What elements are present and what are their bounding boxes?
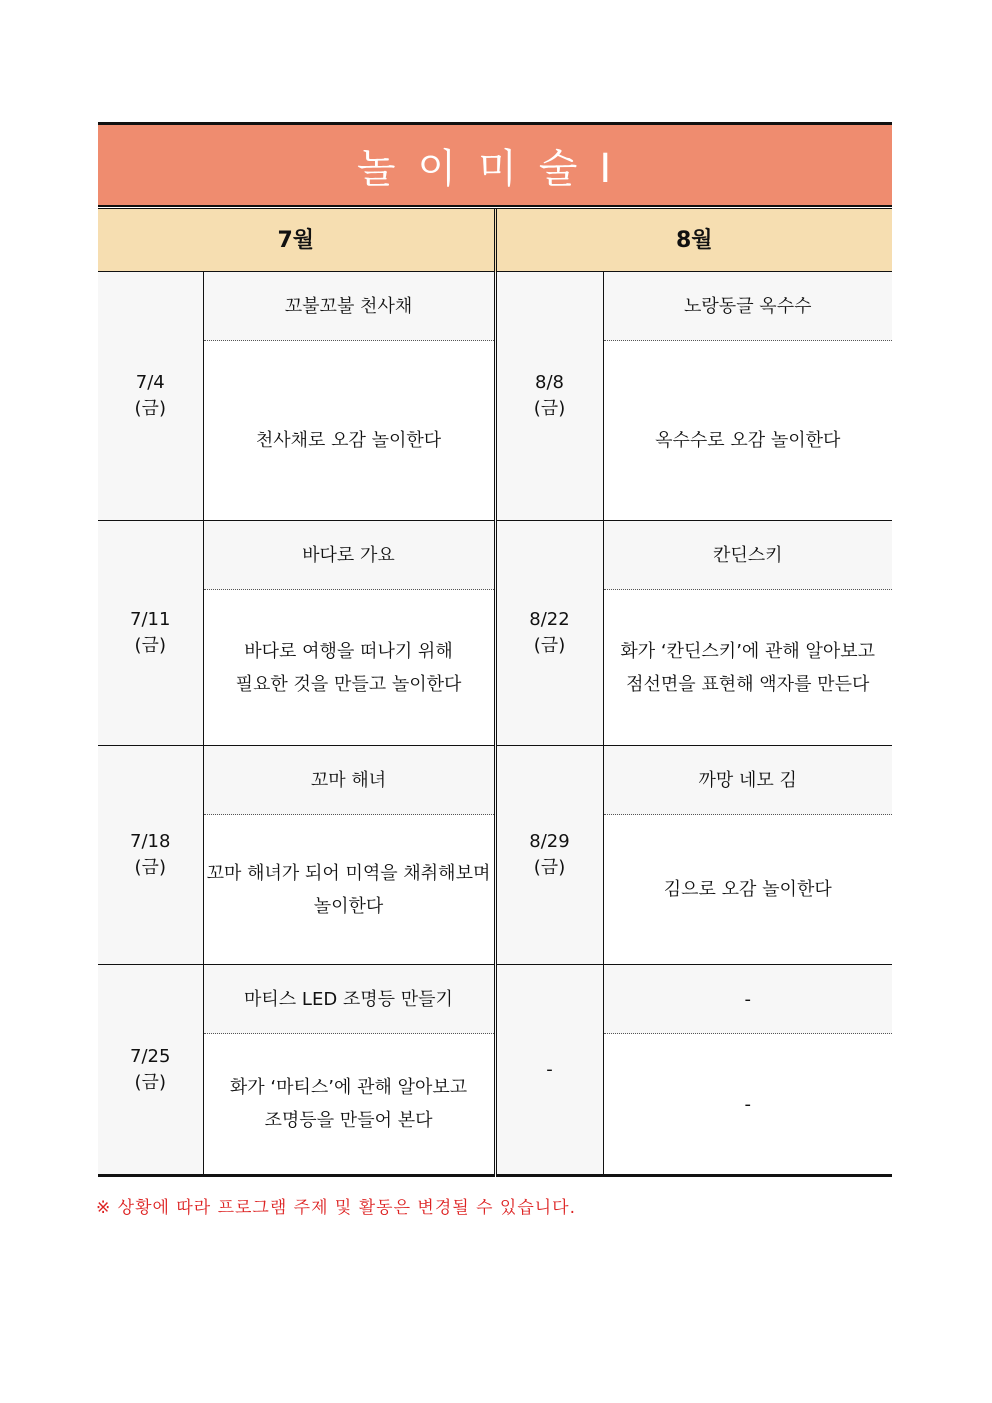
- august-desc-line-1: 김으로 오감 놀이한다: [663, 879, 832, 900]
- july-day: (금): [134, 1071, 166, 1093]
- month-header-july: 7월: [98, 208, 495, 272]
- schedule-row-2-title: [98, 521, 892, 590]
- schedule-row-1-title: [98, 272, 892, 341]
- july-desc-line-1: 바다로 여행을 떠나기 위해: [244, 640, 453, 662]
- august-date-cell: [495, 521, 603, 746]
- august-date-cell: [495, 965, 603, 1176]
- august-day: (금): [533, 635, 566, 656]
- july-desc-line-1: 꼬마 해녀가 되어 미역을 채취해보며: [206, 862, 491, 884]
- august-date: 8/29: [529, 831, 570, 852]
- august-day: (금): [533, 857, 566, 878]
- august-desc-line-2: 점선면을 표현해 액자를 만든다: [626, 673, 870, 695]
- july-desc-line-2: 놀이한다: [313, 895, 384, 917]
- august-desc-line-1: -: [744, 1093, 751, 1115]
- footnote: ※ 상황에 따라 프로그램 주제 및 활동은 변경될 수 있습니다.: [96, 1198, 576, 1218]
- august-activity-title: 칸딘스키: [603, 521, 892, 590]
- july-desc-line-2: 조명등을 만들어 본다: [264, 1110, 433, 1131]
- august-activity-title: 노랑동글 옥수수: [603, 272, 892, 341]
- july-date-cell: [98, 746, 203, 965]
- july-activity-desc: [203, 815, 495, 965]
- july-activity-desc: [203, 341, 495, 521]
- august-day: (금): [533, 398, 566, 419]
- august-activity-desc: [603, 590, 892, 746]
- august-date: -: [546, 1058, 553, 1080]
- august-activity-title: 까망 네모 김: [603, 746, 892, 815]
- july-activity-desc: [203, 1034, 495, 1176]
- month-header-row: [98, 208, 892, 272]
- schedule-sheet: [98, 122, 892, 1177]
- july-desc-line-2: 필요한 것을 만들고 놀이한다: [235, 673, 462, 695]
- schedule-row-4-title: [98, 965, 892, 1034]
- august-date-cell: [495, 746, 603, 965]
- july-activity-title: 마티스 LED 조명등 만들기: [203, 965, 495, 1034]
- title-banner: [98, 122, 892, 206]
- july-date-cell: [98, 965, 203, 1176]
- july-date: 7/18: [130, 831, 171, 852]
- july-day: (금): [134, 398, 166, 419]
- july-date: 7/11: [130, 609, 171, 630]
- august-activity-title: -: [603, 965, 892, 1034]
- schedule-table: [98, 206, 892, 1177]
- august-date: 8/22: [529, 609, 570, 630]
- august-activity-desc: [603, 815, 892, 965]
- august-desc-line-1: 화가 ‘칸딘스키’에 관해 알아보고: [620, 640, 876, 662]
- month-header-august: 8월: [495, 208, 892, 272]
- july-date: 7/25: [130, 1045, 171, 1067]
- july-activity-title: 꼬마 해녀: [203, 746, 495, 815]
- july-activity-desc: [203, 590, 495, 746]
- august-date: 8/8: [535, 372, 564, 393]
- july-date-cell: [98, 521, 203, 746]
- page-title: 놀이미술Ⅰ: [356, 145, 634, 192]
- july-day: (금): [134, 635, 166, 656]
- july-date-cell: [98, 272, 203, 521]
- july-desc-line-1: 화가 ‘마티스’에 관해 알아보고: [229, 1077, 468, 1098]
- july-activity-title: 바다로 가요: [203, 521, 495, 590]
- august-activity-desc: [603, 1034, 892, 1176]
- july-desc-line-1: 천사채로 오감 놀이한다: [255, 430, 442, 451]
- august-activity-desc: [603, 341, 892, 521]
- july-day: (금): [134, 857, 166, 878]
- july-date: 7/4: [135, 372, 165, 393]
- schedule-row-3-title: [98, 746, 892, 815]
- july-activity-title: 꼬불꼬불 천사채: [203, 272, 495, 341]
- august-date-cell: [495, 272, 603, 521]
- august-desc-line-1: 옥수수로 오감 놀이한다: [655, 430, 841, 451]
